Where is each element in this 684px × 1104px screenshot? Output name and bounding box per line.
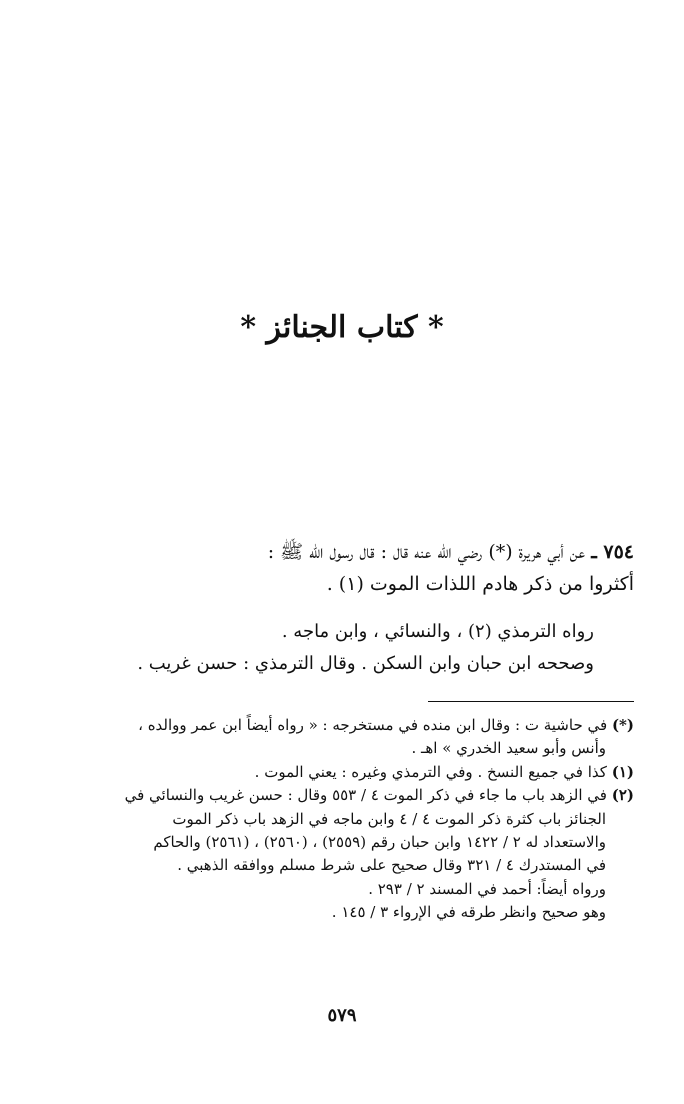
footnote-continuation: ورواه أيضاً: أحمد في المسند ٢ / ٢٩٣ .	[368, 879, 606, 898]
chapter-title: * كتاب الجنائز *	[240, 310, 444, 345]
footnote-continuation: وهو صحيح وانظر طرقه في الإرواء ٣ / ١٤٥ .	[331, 903, 606, 922]
footnote-line	[44, 761, 634, 784]
hadith-line-1-text: عن أبي هريرة (*) رضي الله عنه قال : قال رسول الله ﷺ :	[267, 541, 586, 563]
footnote-2	[44, 784, 634, 924]
footnotes-section	[44, 714, 634, 925]
footnote-text: في الزهد باب ما جاء في ذكر الموت ٤ / ٥٥٣ وقال : حسن غريب والنسائي في	[124, 786, 607, 805]
hadith-number: ٧٥٤ ـ	[591, 541, 634, 563]
footnote-continuation: والاستعداد له ٢ / ١٤٢٢ وابن حبان رقم (٢٥٥٩) ، (٢٥٦٠) ، (٢٥٦١) والحاكم	[153, 833, 606, 852]
footnote-star	[44, 714, 634, 761]
narration-line-1: رواه الترمذي (٢) ، والنسائي ، وابن ماجه .	[281, 621, 594, 642]
footnote-marker: (١)	[611, 762, 634, 781]
footnote-line	[44, 714, 634, 737]
footnote-divider	[428, 701, 634, 702]
hadith-text	[50, 536, 634, 600]
footnote-text: في حاشية ت : وقال ابن منده في مستخرجه : « رواه أيضاً ابن عمر ووالده ،	[138, 716, 608, 734]
narration-line-2: وصححه ابن حبان وابن السكن . وقال الترمذي : حسن غريب .	[137, 653, 594, 674]
page-number: ٥٧٩	[327, 1005, 357, 1026]
footnote-1	[44, 761, 634, 784]
footnote-continuation: وأنس وأبو سعيد الخدري » اهـ .	[411, 739, 606, 758]
hadith-line-2: أكثروا من ذكر هادم اللذات الموت (١) .	[326, 573, 634, 595]
footnote-continuation: في المستدرك ٤ / ٣٢١ وقال صحيح على شرط مسلم ووافقه الذهبي .	[177, 856, 606, 875]
footnote-marker: (٢)	[611, 786, 634, 805]
footnote-marker: (*)	[611, 716, 634, 734]
footnote-text: كذا في جميع النسخ . وفي الترمذي وغيره : يعني الموت .	[254, 762, 607, 781]
footnote-continuation: الجنائز باب كثرة ذكر الموت ٤ / ٤ وابن ماجه في الزهد باب ذكر الموت	[172, 809, 606, 828]
narration-block	[50, 616, 594, 680]
hadith-line-1	[50, 536, 634, 568]
footnote-line	[44, 784, 634, 807]
